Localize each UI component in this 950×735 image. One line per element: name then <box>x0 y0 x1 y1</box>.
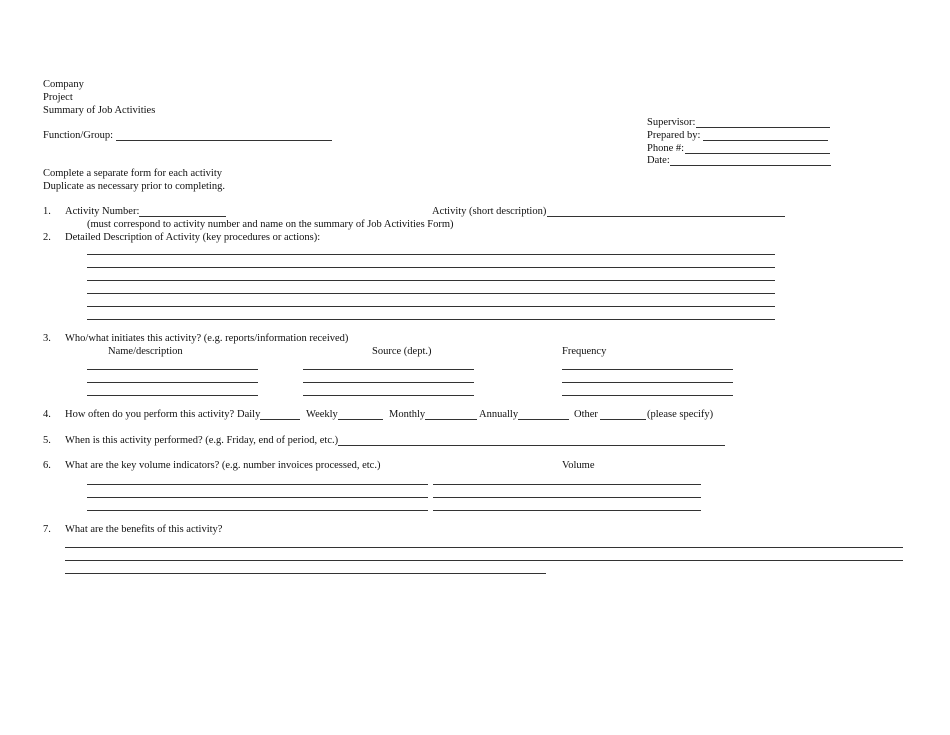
q2-label: Detailed Description of Activity (key procedures or actions): <box>65 232 321 243</box>
other-label: Other <box>574 409 598 420</box>
description-line[interactable] <box>87 254 775 255</box>
name-line[interactable] <box>87 382 258 383</box>
prepared-by-line[interactable] <box>703 140 828 141</box>
other-line[interactable] <box>600 419 646 420</box>
weekly-label: Weekly <box>306 409 338 420</box>
date-line[interactable] <box>670 165 831 166</box>
description-line[interactable] <box>87 319 775 320</box>
name-description-header: Name/description <box>108 346 183 357</box>
benefits-line[interactable] <box>65 547 903 548</box>
frequency-header: Frequency <box>562 346 607 357</box>
activity-short-desc-line[interactable] <box>547 216 785 217</box>
frequency-line[interactable] <box>562 395 733 396</box>
frequency-line[interactable] <box>562 369 733 370</box>
name-line[interactable] <box>87 369 258 370</box>
source-dept-header: Source (dept.) <box>372 346 432 357</box>
phone-label: Phone #: <box>647 143 685 154</box>
q6-label: What are the key volume indicators? (e.g. number invoices processed, etc.) <box>65 460 381 471</box>
function-group-label: Function/Group: <box>43 130 113 141</box>
q3-label: Who/what initiates this activity? (e.g. reports/information received) <box>65 333 349 344</box>
name-line[interactable] <box>87 395 258 396</box>
indicator-line[interactable] <box>87 484 428 485</box>
source-line[interactable] <box>303 395 474 396</box>
company-label: Company <box>43 79 84 90</box>
weekly-line[interactable] <box>338 419 383 420</box>
description-line[interactable] <box>87 293 775 294</box>
activity-number-label: Activity Number: <box>65 206 140 217</box>
project-label: Project <box>43 92 73 103</box>
daily-label: Daily <box>237 409 261 420</box>
monthly-line[interactable] <box>425 419 477 420</box>
supervisor-label: Supervisor: <box>647 117 696 128</box>
benefits-line[interactable] <box>65 573 546 574</box>
please-specify-label: (please specify) <box>647 409 714 420</box>
activity-number-line[interactable] <box>139 216 226 217</box>
indicator-line[interactable] <box>87 497 428 498</box>
description-line[interactable] <box>87 280 775 281</box>
q7-number: 7. <box>43 524 51 535</box>
source-line[interactable] <box>303 382 474 383</box>
description-line[interactable] <box>87 306 775 307</box>
instruction-line-1: Complete a separate form for each activity <box>43 168 223 179</box>
volume-header: Volume <box>562 460 595 471</box>
phone-line[interactable] <box>685 153 830 154</box>
q5-label: When is this activity performed? (e.g. Friday, end of period, etc.) <box>65 435 339 446</box>
prepared-by-label: Prepared by: <box>647 130 701 141</box>
monthly-label: Monthly <box>389 409 426 420</box>
annually-label: Annually <box>479 409 519 420</box>
q7-label: What are the benefits of this activity? <box>65 524 223 535</box>
frequency-line[interactable] <box>562 382 733 383</box>
activity-short-desc-label: Activity (short description) <box>432 206 547 217</box>
summary-title: Summary of Job Activities <box>43 105 156 116</box>
q4-number: 4. <box>43 409 51 420</box>
volume-line[interactable] <box>433 510 701 511</box>
function-group-line[interactable] <box>116 140 332 141</box>
date-label: Date: <box>647 155 670 166</box>
q1-number: 1. <box>43 206 51 217</box>
benefits-line[interactable] <box>65 560 903 561</box>
instruction-line-2: Duplicate as necessary prior to completing. <box>43 181 225 192</box>
source-line[interactable] <box>303 369 474 370</box>
q6-number: 6. <box>43 460 51 471</box>
description-line[interactable] <box>87 267 775 268</box>
when-performed-line[interactable] <box>338 445 725 446</box>
daily-line[interactable] <box>260 419 300 420</box>
annually-line[interactable] <box>518 419 569 420</box>
volume-line[interactable] <box>433 497 701 498</box>
q5-number: 5. <box>43 435 51 446</box>
q3-number: 3. <box>43 333 51 344</box>
q2-number: 2. <box>43 232 51 243</box>
volume-line[interactable] <box>433 484 701 485</box>
supervisor-line[interactable] <box>696 127 830 128</box>
activity-note: (must correspond to activity number and name on the summary of Job Activities Form) <box>87 219 454 230</box>
q4-label: How often do you perform this activity? <box>65 409 235 420</box>
indicator-line[interactable] <box>87 510 428 511</box>
